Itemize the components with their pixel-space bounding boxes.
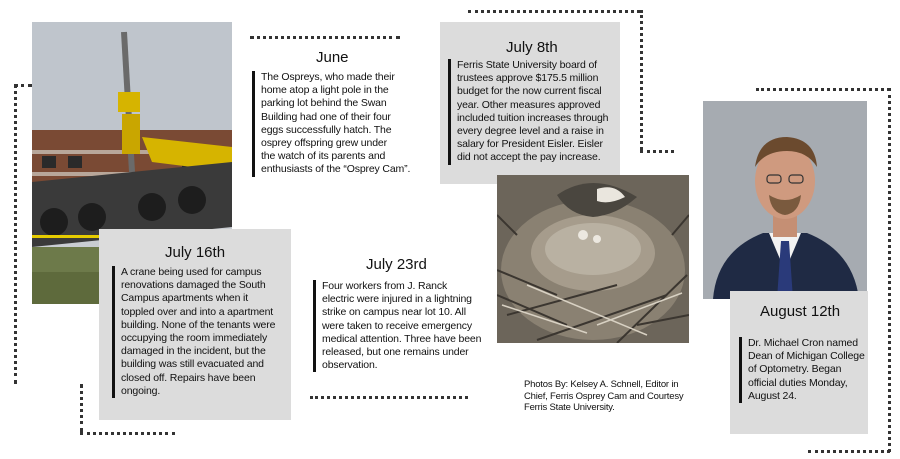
- july8-body: Ferris State University board of trustees approve $175.5 million budget for the now current fiscal year. Other measures approved included tuition increases through every degree level and a raise in salary for President Eisler. Eisler did not accept the pay increase.: [448, 59, 623, 165]
- divider-left-bottom-v: [80, 384, 83, 432]
- july16-date: July 16th: [165, 244, 226, 261]
- photo-credit: Photos By: Kelsey A. Schnell, Editor in Chief, Ferris Osprey Cam and Courtesy Ferris State University.: [524, 379, 684, 413]
- july23-date: July 23rd: [366, 256, 427, 273]
- osprey-nest-photo: [497, 175, 689, 343]
- aug12-body: Dr. Michael Cron named Dean of Michigan College of Optometry. Began official duties Monday, August 24.: [739, 337, 870, 403]
- divider-right: [888, 88, 891, 452]
- divider-left: [14, 84, 17, 384]
- july16-body: A crane being used for campus renovations damaged the South Campus apartments when it toppled over and into a apartment building. None of the tenants were occupying the room immediately damaged in the incident, but the building was still evacuated and closed off. Repairs have been ongoing.: [112, 266, 293, 398]
- divider-july23-bottom: [310, 396, 468, 399]
- june-date: June: [316, 49, 349, 66]
- july8-panel: [440, 22, 620, 184]
- july8-date: July 8th: [506, 39, 558, 56]
- divider-left-bottom: [80, 432, 175, 435]
- july16-panel: [99, 229, 291, 420]
- divider-right-top: [756, 88, 890, 91]
- divider-july8-top: [468, 10, 640, 13]
- divider-july8-right: [640, 10, 643, 150]
- divider-june-top: [250, 36, 400, 39]
- portrait-photo: [703, 101, 867, 299]
- july23-body: Four workers from J. Ranck electric were injured in a lightning strike on campus near lot 10. All were taken to receive emergency medical attention. Three have been released, but one remains under observation.: [313, 280, 497, 372]
- divider-right-bottom: [808, 450, 890, 453]
- aug12-panel: [730, 291, 868, 434]
- june-body: The Ospreys, who made their home atop a light pole in the parking lot behind the Swan Building had one of their four eggs successfully hatch. The osprey offspring grew under the watch of its parents and enthusiasts of the “Osprey Cam”.: [252, 71, 436, 177]
- divider-july8-bottom: [640, 150, 674, 153]
- aug12-date: August 12th: [760, 303, 841, 320]
